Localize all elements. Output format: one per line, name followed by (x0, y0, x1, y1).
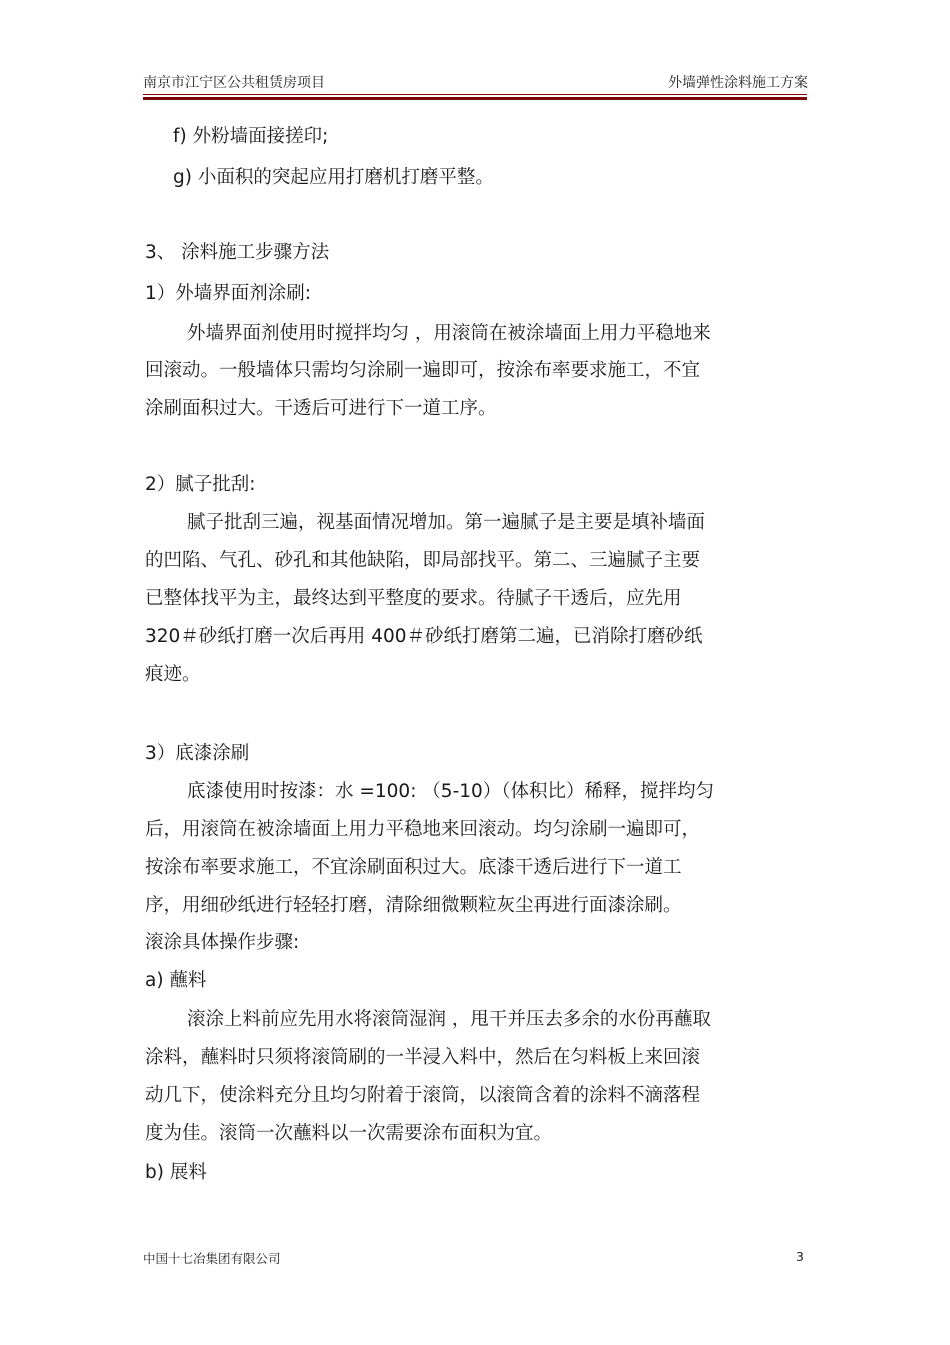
paragraph-line: 动几下，使涂料充分且均匀附着于滚筒，以滚筒含着的涂料不滴落程 (145, 1085, 701, 1106)
header-project-name: 南京市江宁区公共租赁房项目 (143, 75, 325, 91)
page-number: 3 (796, 1249, 804, 1264)
step-a-heading: a) 蘸料 (145, 970, 207, 991)
header-divider-thin (143, 94, 807, 95)
list-item-g: g) 小面积的突起应用打磨机打磨平整。 (173, 167, 494, 188)
subheading-3: 3）底漆涂刷 (145, 743, 250, 764)
paragraph-line: 底漆使用时按漆：水 =100: （5-10）（体积比）稀释，搅拌均匀 (187, 781, 715, 802)
steps-heading: 滚涂具体操作步骤: (145, 932, 300, 953)
paragraph-line: 的凹陷、气孔、砂孔和其他缺陷，即局部找平。第二、三遍腻子主要 (145, 550, 701, 571)
list-item-f: f) 外粉墙面接搓印; (173, 126, 329, 147)
paragraph-line: 320＃砂纸打磨一次后再用 400＃砂纸打磨第二遍，已消除打磨砂纸 (145, 626, 703, 647)
paragraph-line: 涂料，蘸料时只须将滚筒刷的一半浸入料中，然后在匀料板上来回滚 (145, 1047, 701, 1068)
footer-company: 中国十七冶集团有限公司 (143, 1251, 281, 1266)
paragraph-line: 后，用滚筒在被涂墙面上用力平稳地来回滚动。均匀涂刷一遍即可， (145, 819, 701, 840)
subheading-2: 2）腻子批刮: (145, 474, 256, 495)
paragraph-line: 度为佳。滚筒一次蘸料以一次需要涂布面积为宜。 (145, 1123, 553, 1144)
subheading-1: 1）外墙界面剂涂刷: (145, 283, 312, 304)
paragraph-line: 滚涂上料前应先用水将滚筒湿润 ，甩干并压去多余的水份再蘸取 (187, 1009, 711, 1030)
header-divider-thick (143, 97, 807, 100)
paragraph-line: 按涂布率要求施工，不宜涂刷面积过大。底漆干透后进行下一道工 (145, 857, 682, 878)
paragraph-line: 回滚动。一般墙体只需均匀涂刷一遍即可，按涂布率要求施工，不宜 (145, 360, 701, 381)
paragraph-line: 涂刷面积过大。干透后可进行下一道工序。 (145, 398, 497, 419)
step-b-heading: b) 展料 (145, 1162, 207, 1183)
paragraph-line: 腻子批刮三遍，视基面情况增加。第一遍腻子是主要是填补墙面 (187, 512, 706, 533)
header-document-title: 外墙弹性涂料施工方案 (668, 75, 808, 91)
paragraph-line: 已整体找平为主，最终达到平整度的要求。待腻子干透后，应先用 (145, 588, 682, 609)
section-heading: 3、 涂料施工步骤方法 (145, 242, 330, 263)
paragraph-line: 序，用细砂纸进行轻轻打磨，清除细微颗粒灰尘再进行面漆涂刷。 (145, 895, 682, 916)
paragraph-line: 痕迹。 (145, 664, 201, 685)
paragraph-line: 外墙界面剂使用时搅拌均匀 ，用滚筒在被涂墙面上用力平稳地来 (187, 323, 711, 344)
